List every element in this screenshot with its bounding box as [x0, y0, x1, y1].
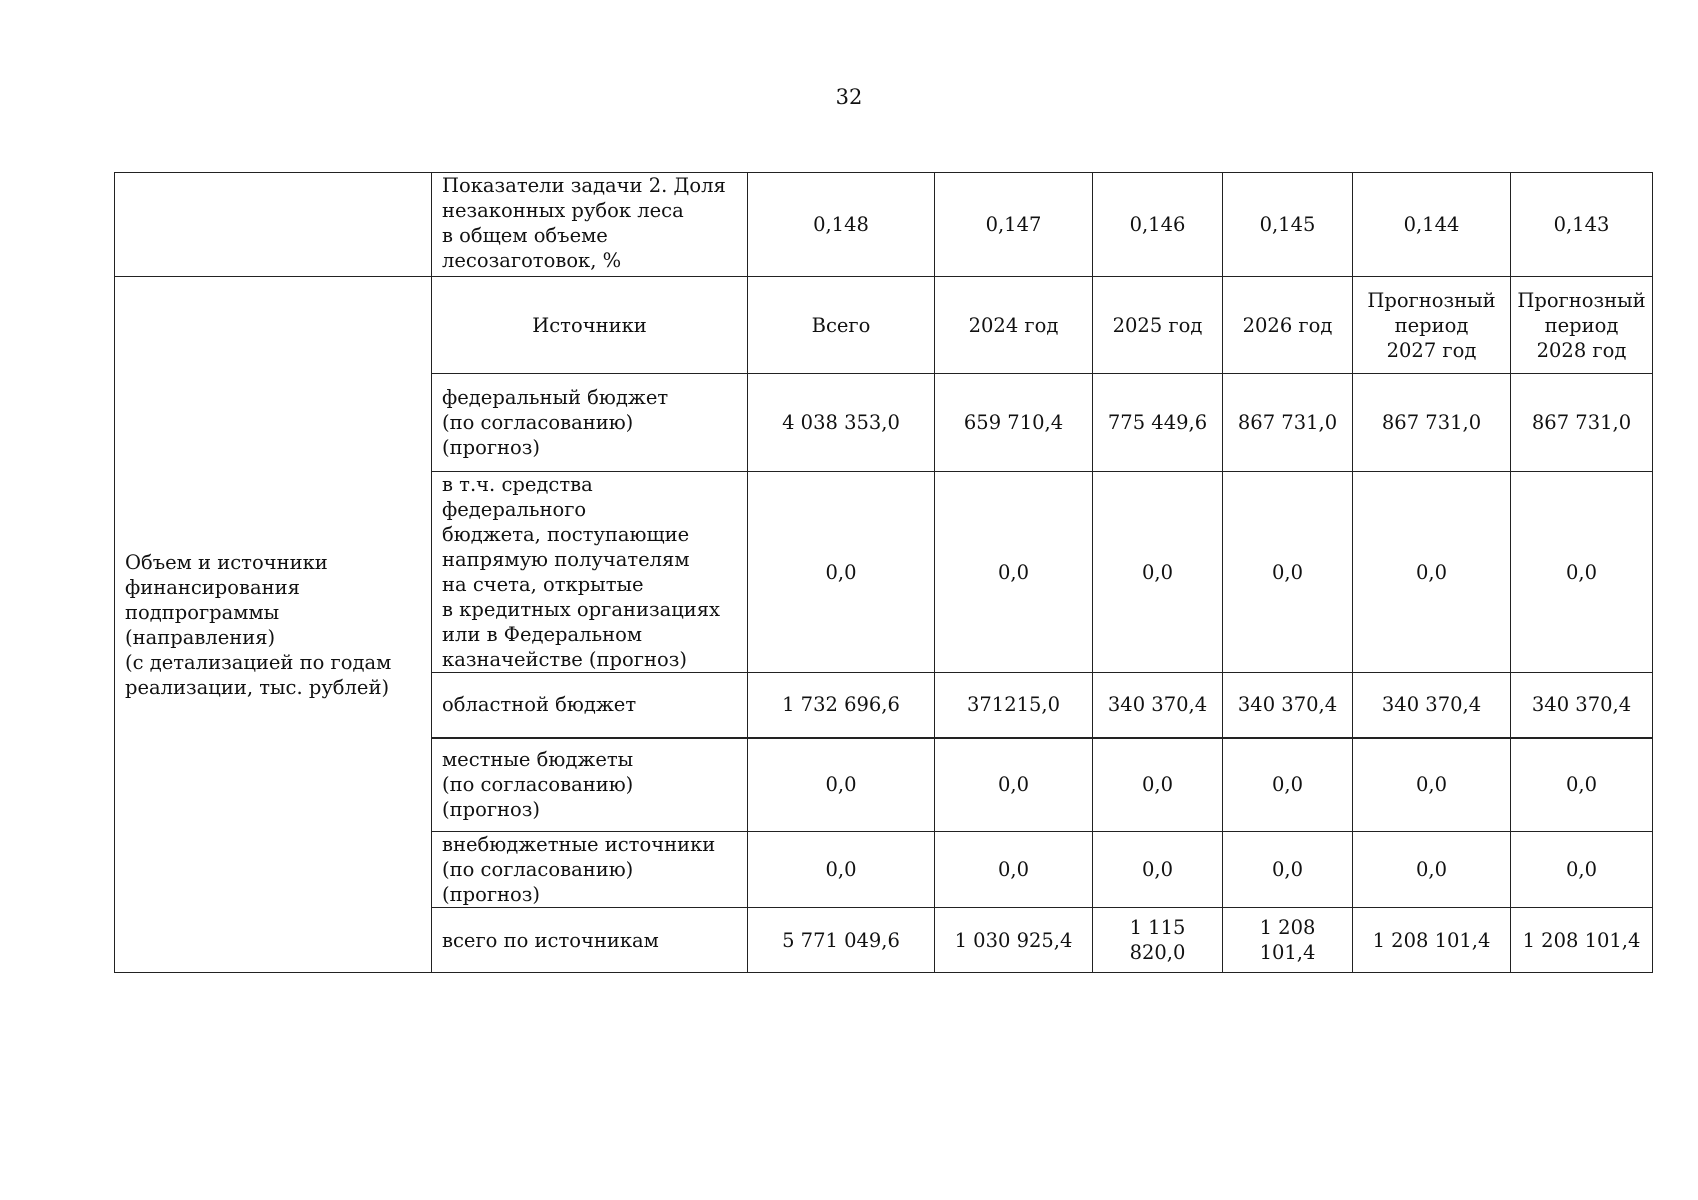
value-cell: 0,0 — [1511, 738, 1653, 832]
source-label: в т.ч. средства федерального бюджета, поступающие напрямую получателям на счета, открытые в кредитных организациях или в Федеральном казначействе (прогноз) — [432, 472, 748, 673]
header-2024: 2024 год — [935, 277, 1093, 374]
header-row — [115, 277, 1653, 374]
value-cell: 0,0 — [748, 738, 935, 832]
indicator-value: 0,144 — [1353, 173, 1511, 277]
source-label: местные бюджеты (по согласованию) (прогноз) — [432, 738, 748, 832]
value-cell: 0,0 — [935, 738, 1093, 832]
indicator-value: 0,146 — [1093, 173, 1223, 277]
value-cell: 0,0 — [1353, 472, 1511, 673]
value-cell: 340 370,4 — [1223, 673, 1353, 738]
value-cell: 371215,0 — [935, 673, 1093, 738]
value-cell: 340 370,4 — [1093, 673, 1223, 738]
value-cell: 0,0 — [935, 832, 1093, 908]
value-cell: 867 731,0 — [1223, 374, 1353, 472]
value-cell: 0,0 — [1223, 832, 1353, 908]
indicator-row — [115, 173, 1653, 277]
value-cell: 0,0 — [1353, 738, 1511, 832]
header-sources: Источники — [432, 277, 748, 374]
value-cell: 1 208 101,4 — [1511, 908, 1653, 973]
value-cell: 0,0 — [1511, 832, 1653, 908]
value-cell: 867 731,0 — [1511, 374, 1653, 472]
value-cell: 1 030 925,4 — [935, 908, 1093, 973]
value-cell: 659 710,4 — [935, 374, 1093, 472]
empty-cell — [115, 173, 432, 277]
value-cell: 340 370,4 — [1511, 673, 1653, 738]
value-cell: 0,0 — [1093, 738, 1223, 832]
indicator-value: 0,148 — [748, 173, 935, 277]
page-number: 32 — [835, 85, 863, 109]
value-cell: 1 732 696,6 — [748, 673, 935, 738]
value-cell: 0,0 — [1093, 472, 1223, 673]
value-cell: 5 771 049,6 — [748, 908, 935, 973]
value-cell: 775 449,6 — [1093, 374, 1223, 472]
source-label: внебюджетные источники (по согласованию) (прогноз) — [432, 832, 748, 908]
value-cell: 340 370,4 — [1353, 673, 1511, 738]
value-cell: 1 208 101,4 — [1223, 908, 1353, 973]
value-cell: 0,0 — [748, 832, 935, 908]
value-cell: 1 115 820,0 — [1093, 908, 1223, 973]
header-2028: Прогнозный период 2028 год — [1511, 277, 1653, 374]
indicator-value: 0,143 — [1511, 173, 1653, 277]
value-cell: 0,0 — [748, 472, 935, 673]
header-2027: Прогнозный период 2027 год — [1353, 277, 1511, 374]
value-cell: 0,0 — [1511, 472, 1653, 673]
source-label: всего по источникам — [432, 908, 748, 973]
source-label: федеральный бюджет (по согласованию) (прогноз) — [432, 374, 748, 472]
value-cell: 0,0 — [1223, 472, 1353, 673]
value-cell: 0,0 — [1353, 832, 1511, 908]
header-total: Всего — [748, 277, 935, 374]
indicator-value: 0,147 — [935, 173, 1093, 277]
indicator-value: 0,145 — [1223, 173, 1353, 277]
value-cell: 1 208 101,4 — [1353, 908, 1511, 973]
header-2025: 2025 год — [1093, 277, 1223, 374]
financing-title: Объем и источники финансирования подпрограммы (направления) (с детализацией по годам реализации, тыс. рублей) — [115, 277, 432, 973]
header-2026: 2026 год — [1223, 277, 1353, 374]
value-cell: 0,0 — [1223, 738, 1353, 832]
value-cell: 4 038 353,0 — [748, 374, 935, 472]
source-label: областной бюджет — [432, 673, 748, 738]
value-cell: 0,0 — [935, 472, 1093, 673]
value-cell: 0,0 — [1093, 832, 1223, 908]
value-cell: 867 731,0 — [1353, 374, 1511, 472]
financing-table — [114, 172, 1653, 973]
indicator-label: Показатели задачи 2. Доля незаконных рубок леса в общем объеме лесозаготовок, % — [432, 173, 748, 277]
